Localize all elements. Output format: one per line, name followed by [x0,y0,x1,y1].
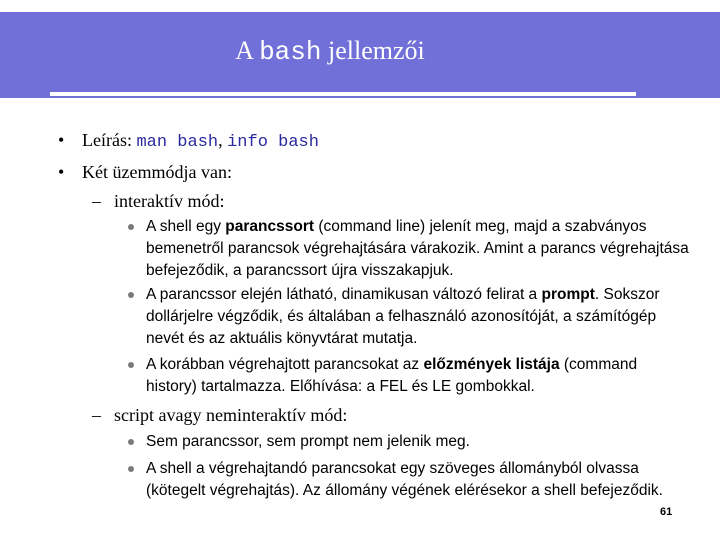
dash-marker: – [92,191,101,211]
dash-marker: – [92,405,101,425]
subbullet-text: A korábban végrehajtott parancsokat az előzmények listája (command history) tartalmazza. Előhívása: a FEL és LE gombokkal. [146,356,638,395]
subbullet-dot [128,362,134,368]
bullet-text: Két üzemmódja van: [82,162,232,182]
subbullet-dot [128,292,134,298]
subbullet-dot [128,466,134,472]
subbullet-text: A shell a végrehajtandó parancsokat egy szöveges állományból olvassa (kötegelt végrehajtás). Az állomány végének elérésekor a shell befejeződik. [146,460,663,499]
page-number: 61 [660,506,673,518]
separator: , [218,130,223,150]
subbullet-text: A parancssor elején látható, dinamikusan változó felirat a prompt. Sokszor dollárjelre végződik, és általában a felhasználó azonosítóját, a számítógép nevét és az aktuális könyvtárat mutatja. [146,286,660,347]
mode-label: script avagy neminteraktív mód: [114,405,348,425]
subbullet-text: Sem parancssor, sem prompt nem jelenik meg. [146,433,470,450]
bullet-text [82,130,319,152]
mode-label: interaktív mód: [114,191,225,211]
term-parancssort: parancssort [225,218,315,235]
slide-title [0,36,660,67]
title-suffix: jellemzői [328,36,425,65]
term-prompt: prompt [541,286,595,303]
term-history: előzmények listája [423,356,560,373]
title-code: bash [259,37,322,67]
info-bash-code: info bash [227,133,319,152]
title-underline [50,92,636,96]
subbullet-dot [128,439,134,445]
bullet-marker: • [58,130,65,150]
subbullet-text: A shell egy parancssort (command line) jelenít meg, majd a szabványos bemenetről parancsok végrehajtására várakozik. Amint a parancs végrehajtása befejeződik, a parancssort újra visszakapjuk. [146,218,689,279]
bullet-marker: • [58,162,65,182]
title-prefix: A [235,36,253,65]
man-bash-code: man bash [136,133,219,152]
description-label: Leírás: [82,130,132,150]
subbullet-dot [128,224,134,230]
